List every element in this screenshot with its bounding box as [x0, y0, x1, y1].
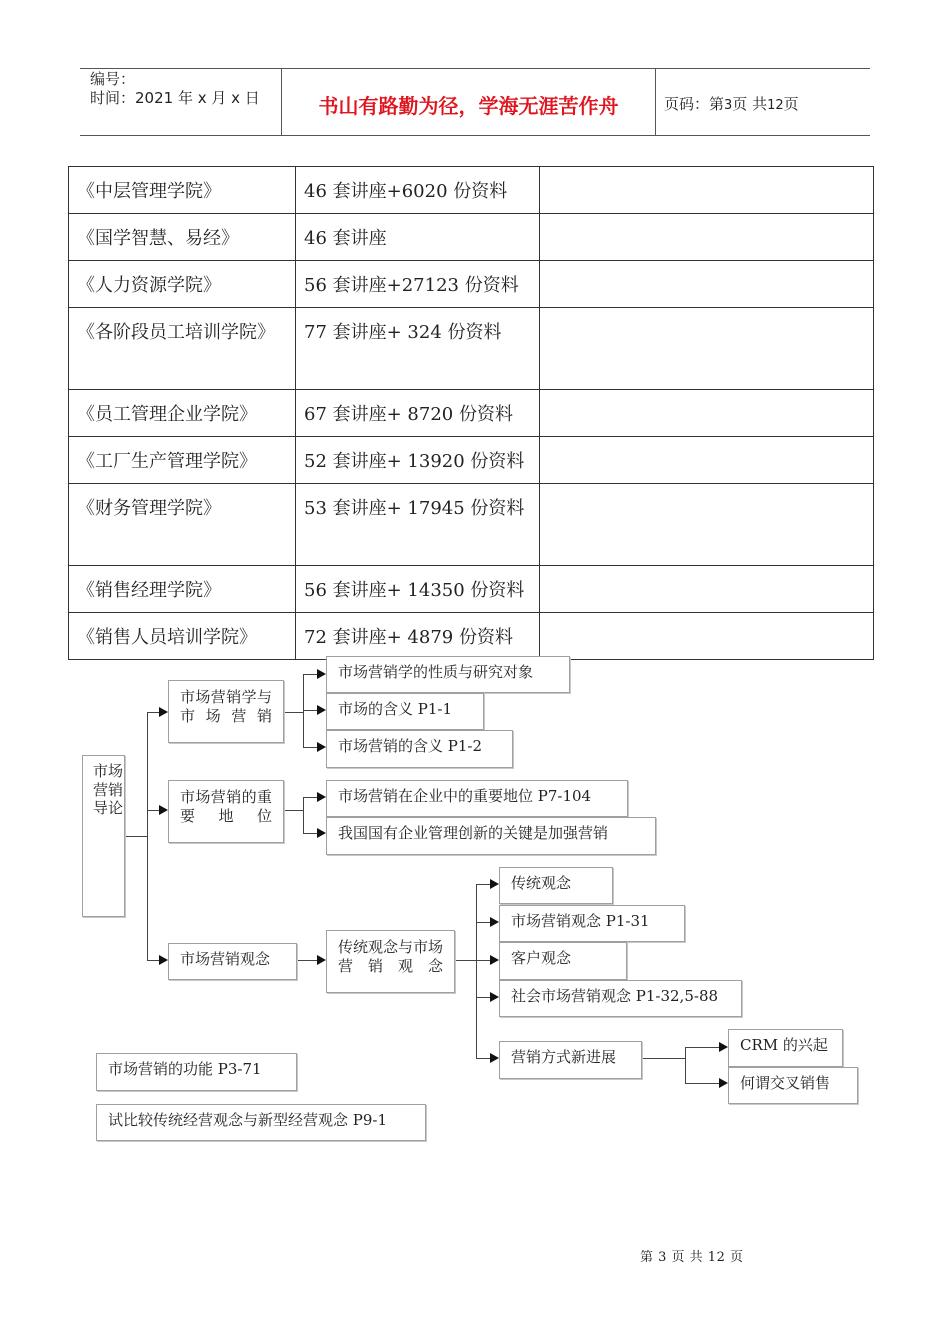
- course-extra: [540, 484, 874, 566]
- course-extra: [540, 390, 874, 437]
- course-detail: 53 套讲座+ 17945 份资料: [296, 484, 540, 566]
- mindmap-leaf: 客户观念: [499, 942, 627, 980]
- mindmap-branch-1: 市场营销学与市场营销: [168, 680, 284, 743]
- arrow-head-icon: [317, 669, 326, 679]
- mindmap-leaf: 何谓交叉销售: [728, 1067, 858, 1104]
- arrow-head-icon: [490, 879, 499, 889]
- connector-line: [303, 833, 317, 834]
- page-prefix: 页码：第: [664, 95, 725, 113]
- course-extra: [540, 566, 874, 613]
- course-detail: 77 套讲座+ 324 份资料: [296, 308, 540, 390]
- connector-line: [476, 884, 477, 1058]
- connector-line: [685, 1047, 719, 1048]
- connector-line: [476, 884, 490, 885]
- connector-line: [303, 797, 304, 834]
- course-name: 《工厂生产管理学院》: [69, 437, 296, 484]
- connector-line: [147, 810, 159, 811]
- mindmap-leaf: 市场营销的含义 P1-2: [326, 730, 513, 768]
- connector-line: [303, 674, 317, 675]
- arrow-head-icon: [490, 917, 499, 927]
- connector-line: [303, 674, 304, 748]
- connector-line: [685, 1047, 686, 1084]
- arrow-head-icon: [317, 792, 326, 802]
- course-extra: [540, 308, 874, 390]
- course-detail: 67 套讲座+ 8720 份资料: [296, 390, 540, 437]
- connector-line: [147, 960, 159, 961]
- header-divider: [655, 68, 656, 136]
- mindmap-sub-branch: 传统观念与市场营销观念: [326, 930, 455, 993]
- table-row: [69, 390, 874, 437]
- course-detail: 56 套讲座+27123 份资料: [296, 261, 540, 308]
- course-extra: [540, 613, 874, 660]
- arrow-head-icon: [317, 742, 326, 752]
- table-row: [69, 261, 874, 308]
- table-row: [69, 308, 874, 390]
- course-extra: [540, 214, 874, 261]
- table-row: [69, 437, 874, 484]
- header-page-indicator: [664, 93, 799, 114]
- connector-line: [476, 922, 490, 923]
- mindmap-root: 市场营销导论: [82, 755, 125, 917]
- connector-line: [476, 1058, 490, 1059]
- course-extra: [540, 437, 874, 484]
- connector-line: [284, 712, 304, 713]
- arrow-head-icon: [490, 1053, 499, 1063]
- mindmap-leaf: 社会市场营销观念 P1-32,5-88: [499, 980, 742, 1017]
- connector-line: [125, 836, 148, 837]
- arrow-head-icon: [719, 1078, 728, 1088]
- course-extra: [540, 261, 874, 308]
- connector-line: [303, 797, 317, 798]
- table-row: [69, 566, 874, 613]
- mindmap-leaf: 市场的含义 P1-1: [326, 693, 484, 730]
- mindmap-leaf: 传统观念: [499, 867, 613, 904]
- arrow-head-icon: [719, 1042, 728, 1052]
- course-name: 《国学智慧、易经》: [69, 214, 296, 261]
- course-table: [68, 166, 874, 660]
- course-detail: 72 套讲座+ 4879 份资料: [296, 613, 540, 660]
- connector-line: [476, 960, 490, 961]
- course-detail: 52 套讲座+ 13920 份资料: [296, 437, 540, 484]
- doc-code-label: 编号：: [90, 70, 136, 88]
- header-motto: 书山有路勤为径，学海无涯苦作舟: [318, 94, 619, 118]
- connector-line: [284, 810, 304, 811]
- table-row: [69, 484, 874, 566]
- mindmap-leaf: 营销方式新进展: [499, 1041, 642, 1079]
- mindmap-leaf: 我国国有企业管理创新的关键是加强营销: [326, 817, 656, 855]
- connector-line: [297, 960, 317, 961]
- page-suffix: 页: [783, 95, 799, 113]
- course-name: 《各阶段员工培训学院》: [69, 308, 296, 390]
- page-footer: 第 3 页 共 12 页: [640, 1250, 744, 1265]
- course-name: 《人力资源学院》: [69, 261, 296, 308]
- page-current: 3: [724, 98, 733, 113]
- arrow-head-icon: [317, 955, 326, 965]
- course-name: 《财务管理学院》: [69, 484, 296, 566]
- connector-line: [685, 1083, 719, 1084]
- course-name: 《员工管理企业学院》: [69, 390, 296, 437]
- page-mid: 页 共: [732, 95, 768, 113]
- arrow-head-icon: [317, 705, 326, 715]
- mindmap-leaf: 市场营销观念 P1-31: [499, 905, 685, 942]
- connector-line: [147, 712, 148, 961]
- arrow-head-icon: [490, 955, 499, 965]
- header-bottom-rule: [80, 135, 870, 136]
- course-name: 《销售经理学院》: [69, 566, 296, 613]
- connector-line: [476, 997, 490, 998]
- arrow-head-icon: [317, 828, 326, 838]
- header-meta: [90, 70, 260, 108]
- arrow-head-icon: [159, 805, 168, 815]
- arrow-head-icon: [490, 992, 499, 1002]
- mindmap-branch-3: 市场营销观念: [168, 943, 297, 980]
- course-extra: [540, 167, 874, 214]
- mindmap-leaf: 市场营销在企业中的重要地位 P7-104: [326, 780, 628, 817]
- mindmap-leaf: 市场营销学的性质与研究对象: [326, 656, 570, 693]
- header-top-rule: [80, 68, 870, 69]
- course-name: 《销售人员培训学院》: [69, 613, 296, 660]
- course-detail: 56 套讲座+ 14350 份资料: [296, 566, 540, 613]
- table-row: [69, 167, 874, 214]
- mindmap-leaf: CRM 的兴起: [728, 1029, 843, 1067]
- mindmap-note: 市场营销的功能 P3-71: [96, 1053, 297, 1091]
- table-row: [69, 613, 874, 660]
- connector-line: [303, 710, 317, 711]
- doc-time-label: 时间：2021 年 x 月 x 日: [90, 89, 260, 107]
- connector-line: [303, 747, 317, 748]
- course-detail: 46 套讲座: [296, 214, 540, 261]
- connector-line: [642, 1058, 686, 1059]
- mindmap-note: 试比较传统经营观念与新型经营观念 P9-1: [96, 1104, 426, 1141]
- course-name: 《中层管理学院》: [69, 167, 296, 214]
- connector-line: [455, 960, 477, 961]
- table-row: [69, 214, 874, 261]
- connector-line: [147, 712, 159, 713]
- mindmap-branch-2: 市场营销的重要地位: [168, 780, 284, 843]
- course-detail: 46 套讲座+6020 份资料: [296, 167, 540, 214]
- arrow-head-icon: [159, 955, 168, 965]
- arrow-head-icon: [159, 707, 168, 717]
- page-total: 12: [767, 98, 784, 113]
